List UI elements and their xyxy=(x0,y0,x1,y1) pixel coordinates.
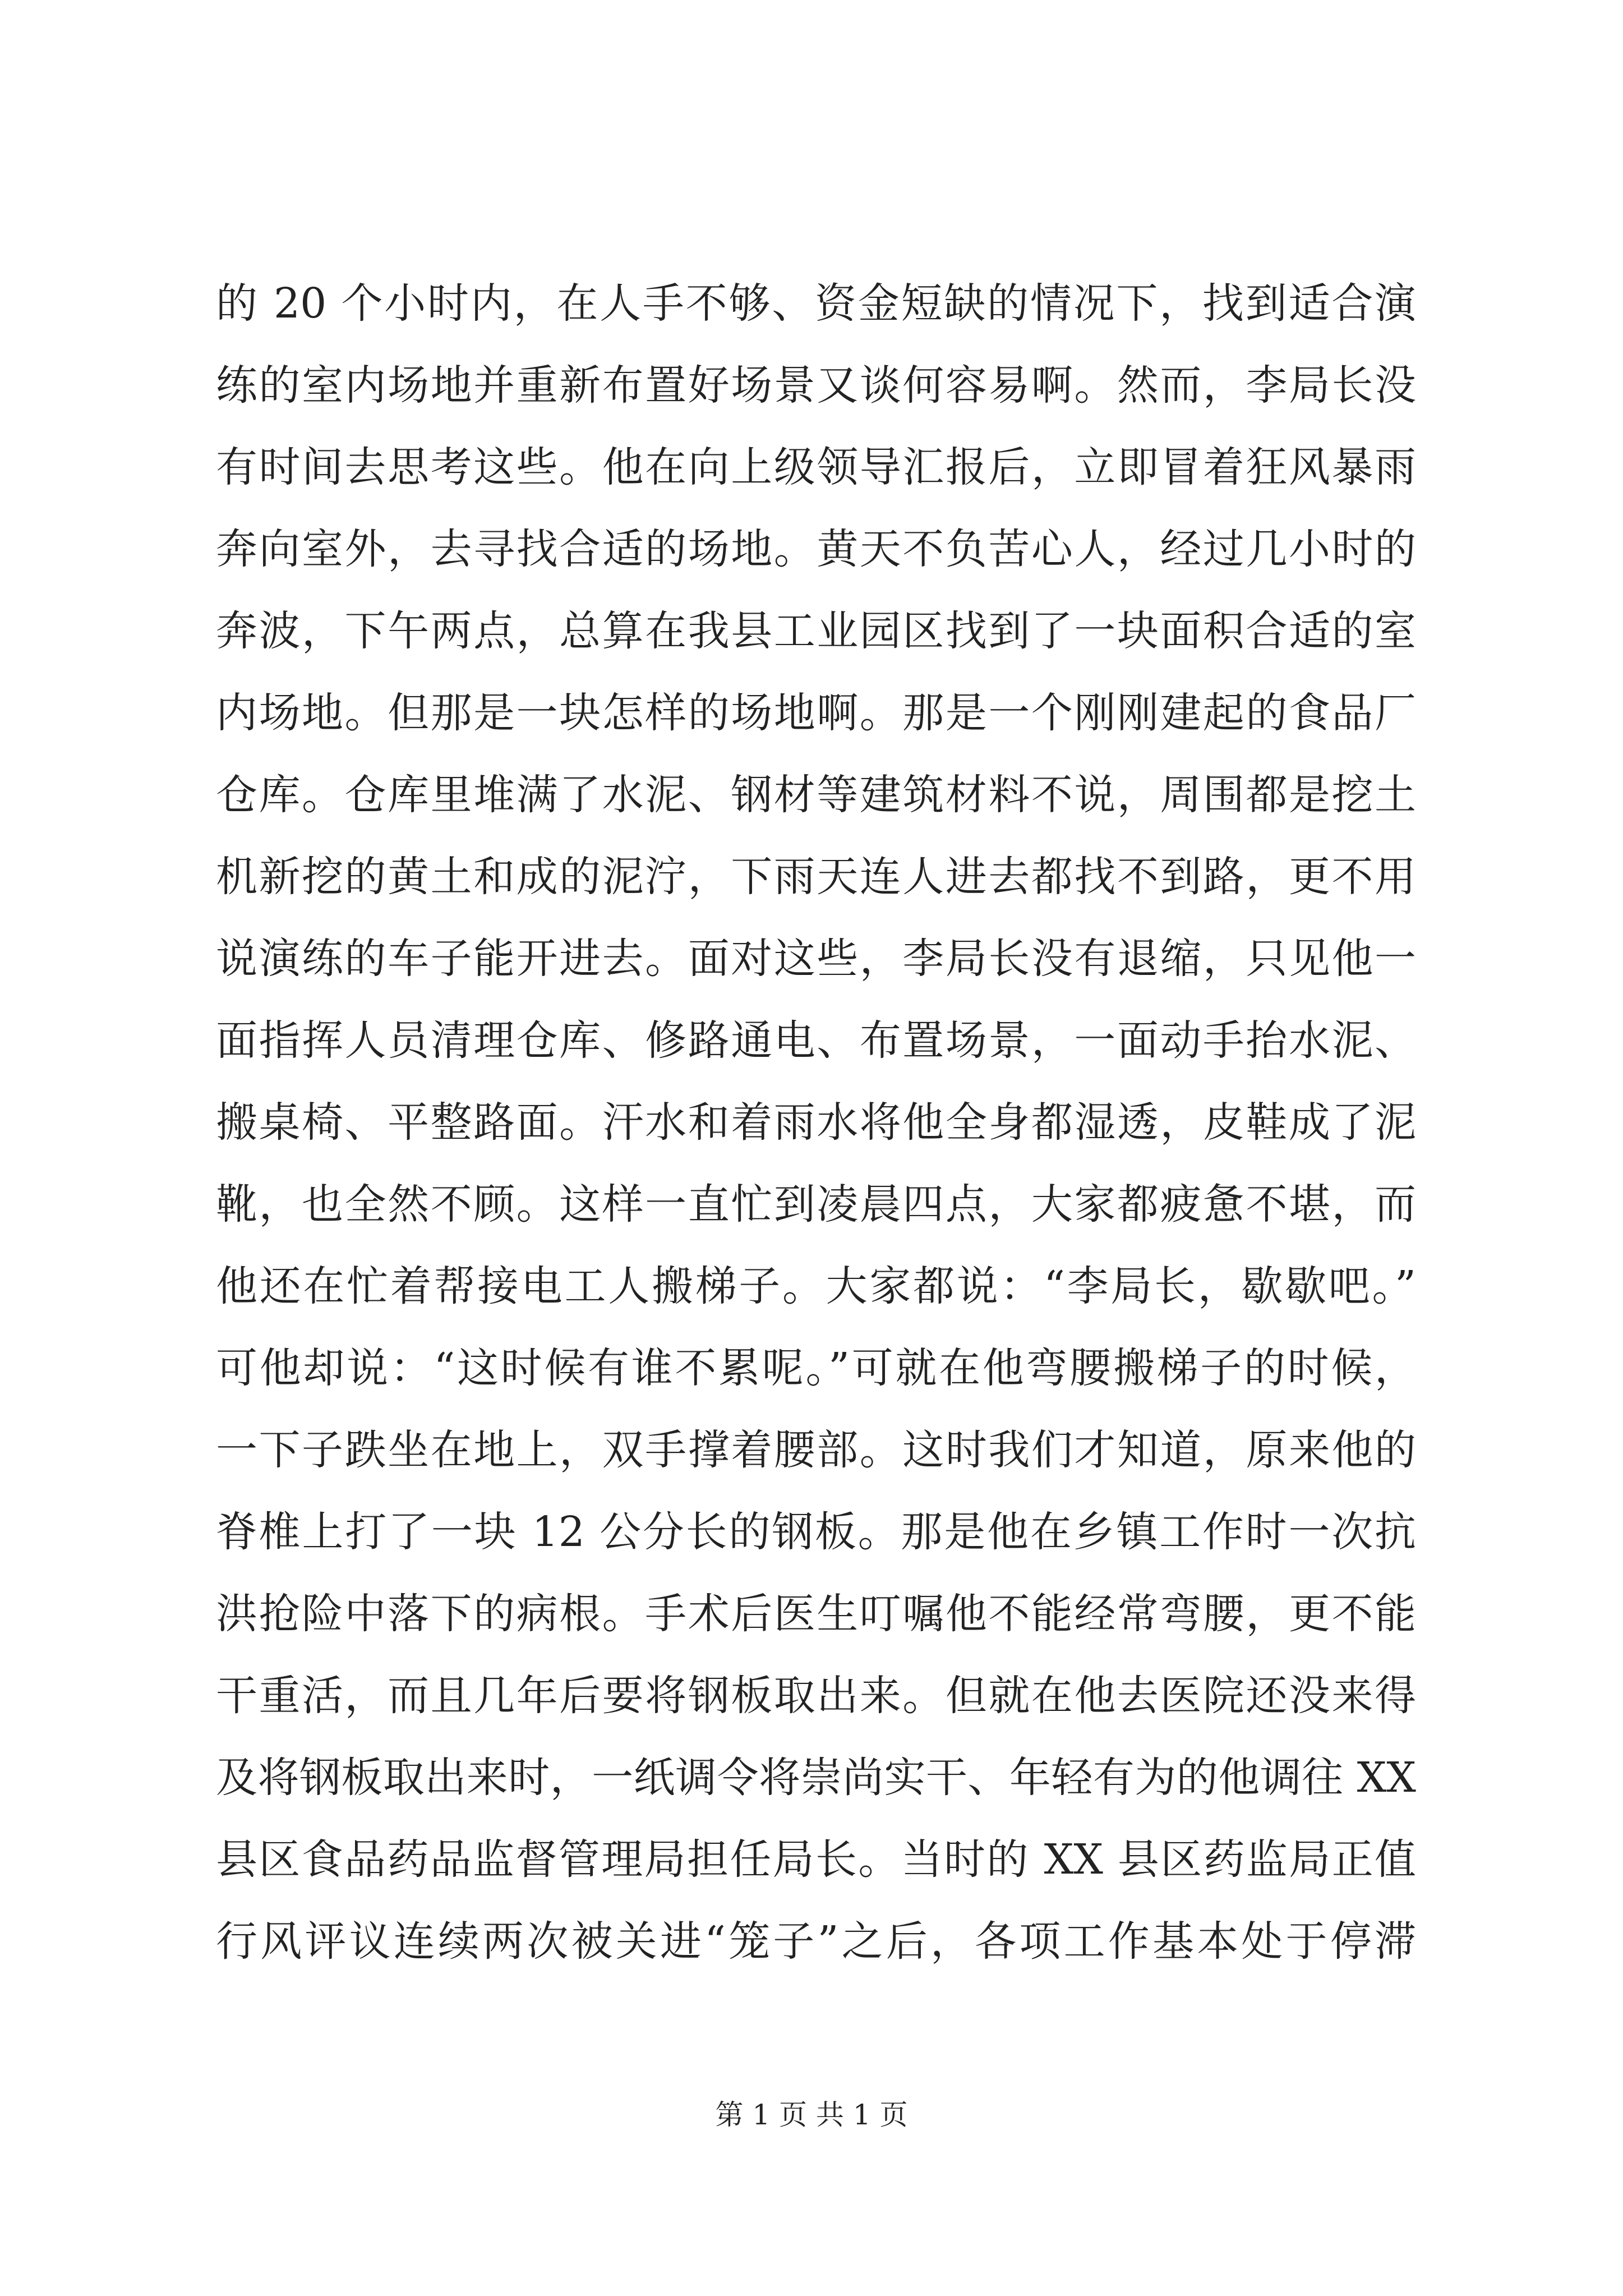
text-line: 机新挖的黄土和成的泥泞，下雨天连人进去都找不到路，更不用 xyxy=(216,853,1416,901)
text-line: 洪抢险中落下的病根。手术后医生叮嘱他不能经常弯腰，更不能 xyxy=(216,1590,1416,1638)
page-number-label: 第 1 页 共 1 页 xyxy=(715,2099,908,2131)
text-line: 脊椎上打了一块 12 公分长的钢板。那是他在乡镇工作时一次抗 xyxy=(216,1508,1416,1556)
page-footer xyxy=(0,2095,1623,2134)
text-line: 他还在忙着帮接电工人搬梯子。大家都说：“李局长，歇歇吧。” xyxy=(216,1262,1416,1310)
text-line: 奔向室外，去寻找合适的场地。黄天不负苦心人，经过几小时的 xyxy=(216,525,1416,573)
text-line: 县区食品药品监督管理局担任局长。当时的 XX 县区药监局正值 xyxy=(216,1835,1416,1884)
body-text xyxy=(216,263,1416,1982)
text-line: 及将钢板取出来时，一纸调令将崇尚实干、年轻有为的他调往 XX xyxy=(216,1754,1416,1802)
text-line: 内场地。但那是一块怎样的场地啊。那是一个刚刚建起的食品厂 xyxy=(216,689,1416,737)
text-line: 可他却说：“这时候有谁不累呢。”可就在他弯腰搬梯子的时候， xyxy=(216,1344,1416,1392)
text-line: 搬桌椅、平整路面。汗水和着雨水将他全身都湿透，皮鞋成了泥 xyxy=(216,1098,1416,1147)
text-line: 面指挥人员清理仓库、修路通电、布置场景，一面动手抬水泥、 xyxy=(216,1016,1416,1065)
text-line: 干重活，而且几年后要将钢板取出来。但就在他去医院还没来得 xyxy=(216,1672,1416,1720)
text-line: 练的室内场地并重新布置好场景又谈何容易啊。然而，李局长没 xyxy=(216,361,1416,409)
text-line: 一下子跌坐在地上，双手撑着腰部。这时我们才知道，原来他的 xyxy=(216,1426,1416,1474)
text-line: 说演练的车子能开进去。面对这些，李局长没有退缩，只见他一 xyxy=(216,935,1416,983)
text-line: 靴，也全然不顾。这样一直忙到凌晨四点，大家都疲惫不堪，而 xyxy=(216,1180,1416,1228)
text-line: 奔波，下午两点，总算在我县工业园区找到了一块面积合适的室 xyxy=(216,607,1416,655)
text-line: 有时间去思考这些。他在向上级领导汇报后，立即冒着狂风暴雨 xyxy=(216,443,1416,491)
text-line: 行风评议连续两次被关进“笼子”之后，各项工作基本处于停滞 xyxy=(216,1917,1416,1966)
text-line: 的 20 个小时内，在人手不够、资金短缺的情况下，找到适合演 xyxy=(216,279,1416,328)
text-line: 仓库。仓库里堆满了水泥、钢材等建筑材料不说，周围都是挖土 xyxy=(216,771,1416,819)
